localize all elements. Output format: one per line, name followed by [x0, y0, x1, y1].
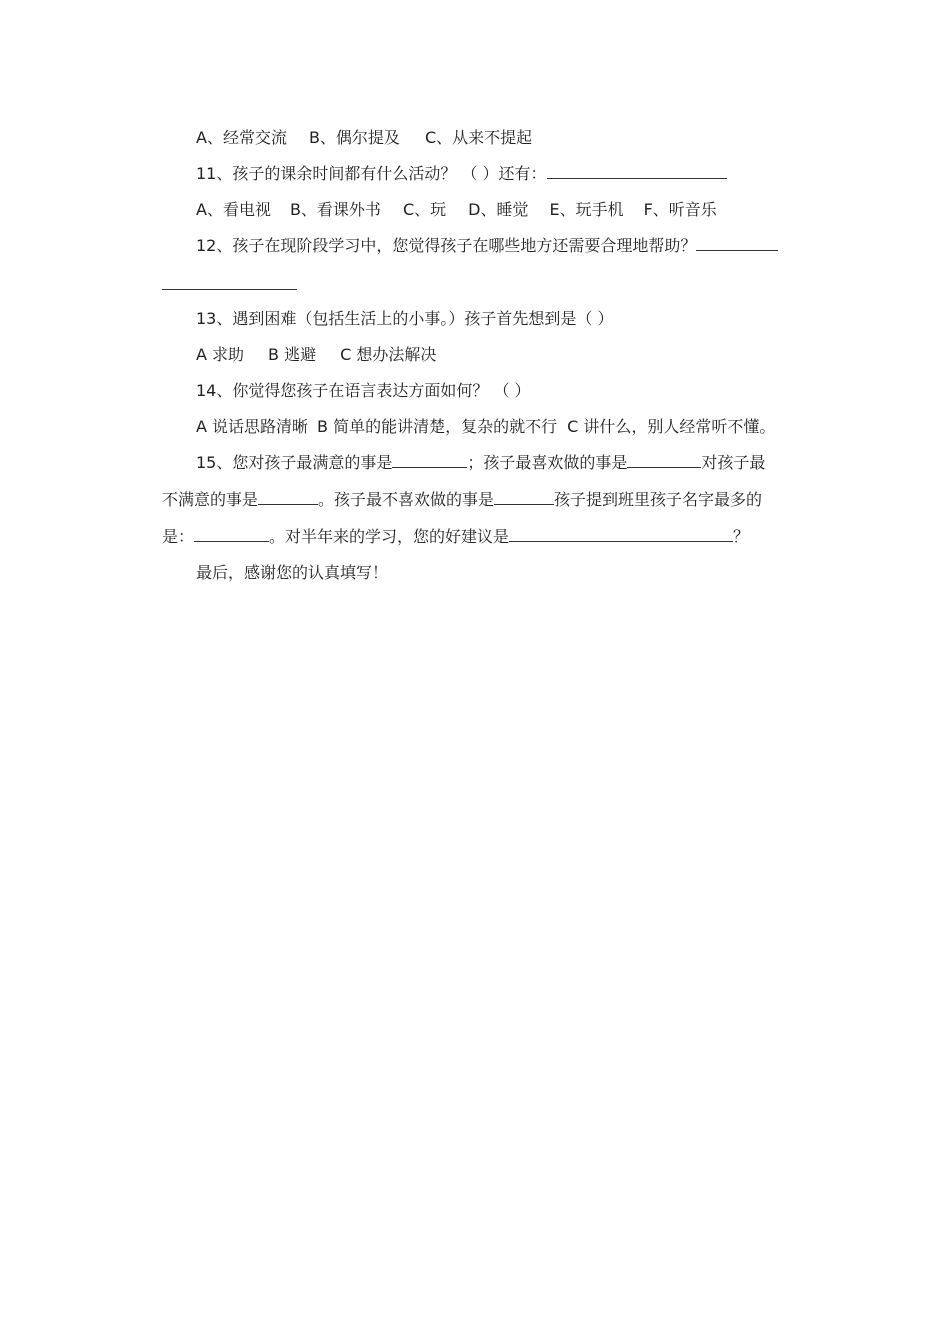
q10-option-a: A、经常交流: [196, 128, 287, 147]
q15-part-5: 。孩子最不喜欢做的事是: [318, 490, 495, 509]
q11-option-f: F、听音乐: [643, 200, 717, 219]
q15-least-liked-blank[interactable]: [494, 490, 554, 505]
q11-option-d: D、睡觉: [468, 200, 529, 219]
q15-part-2: ；孩子最喜欢做的事是: [467, 453, 628, 472]
q11-question: [196, 164, 727, 184]
q12-answer-blank[interactable]: [696, 236, 778, 251]
q13-question: [196, 309, 613, 329]
q13-options: [196, 345, 436, 365]
q15-part-3: 对孩子最: [701, 453, 766, 472]
q11-option-b: B、看课外书: [289, 200, 381, 219]
q13-option-b: B 逃避: [268, 345, 317, 364]
q11-option-e: E、玩手机: [549, 200, 624, 219]
q11-text: 11、孩子的课余时间都有什么活动？ （ ）还有：: [196, 164, 547, 183]
q13-option-a: A 求助: [196, 345, 245, 364]
q15-most-satisfied-blank[interactable]: [392, 453, 467, 468]
q14-option-b: B 简单的能讲清楚，复杂的就不行: [317, 417, 558, 436]
q15-least-satisfied-blank[interactable]: [258, 490, 318, 505]
q15-part-8: 。对半年来的学习，您的好建议是: [269, 527, 510, 546]
q15-line-3: [162, 527, 749, 547]
q11-option-a: A、看电视: [196, 200, 271, 219]
q15-line-1: [196, 453, 765, 473]
q14-option-c: C 讲什么，别人经常听不懂。: [567, 417, 776, 436]
q10-option-c: C、从来不提起: [424, 128, 533, 147]
q14-option-a: A 说话思路清晰: [196, 417, 309, 436]
q15-part-7: 是：: [162, 527, 195, 546]
q15-part-9: ？: [733, 527, 750, 546]
q12-answer-blank-continued[interactable]: [162, 289, 297, 290]
q15-most-liked-blank[interactable]: [627, 453, 701, 468]
q14-options: [196, 417, 775, 437]
q15-part-6: 孩子提到班里孩子名字最多的: [554, 490, 763, 509]
closing-thanks: [196, 563, 388, 583]
q14-text: 14、你觉得您孩子在语言表达方面如何？ （ ）: [196, 381, 531, 400]
q10-options: [196, 128, 532, 148]
q13-text: 13、遇到困难（包括生活上的小事。）孩子首先想到是（ ）: [196, 309, 614, 328]
q12-text: 12、孩子在现阶段学习中，您觉得孩子在哪些地方还需要合理地帮助？: [196, 236, 697, 255]
q15-part-4: 不满意的事是: [162, 490, 259, 509]
q15-line-2: [162, 490, 762, 510]
q11-option-c: C、玩: [402, 200, 447, 219]
q15-suggestion-blank[interactable]: [509, 527, 733, 542]
q15-part-1: 15、您对孩子最满意的事是: [196, 453, 393, 472]
q11-answer-blank[interactable]: [547, 164, 727, 179]
q10-option-b: B、偶尔提及: [308, 128, 400, 147]
q13-option-c: C 想办法解决: [340, 345, 437, 364]
q14-question: [196, 381, 531, 401]
q12-question: [196, 236, 778, 256]
q15-classmate-name-blank[interactable]: [194, 527, 269, 542]
closing-text: 最后，感谢您的认真填写！: [196, 563, 389, 582]
q11-options: [196, 200, 717, 220]
